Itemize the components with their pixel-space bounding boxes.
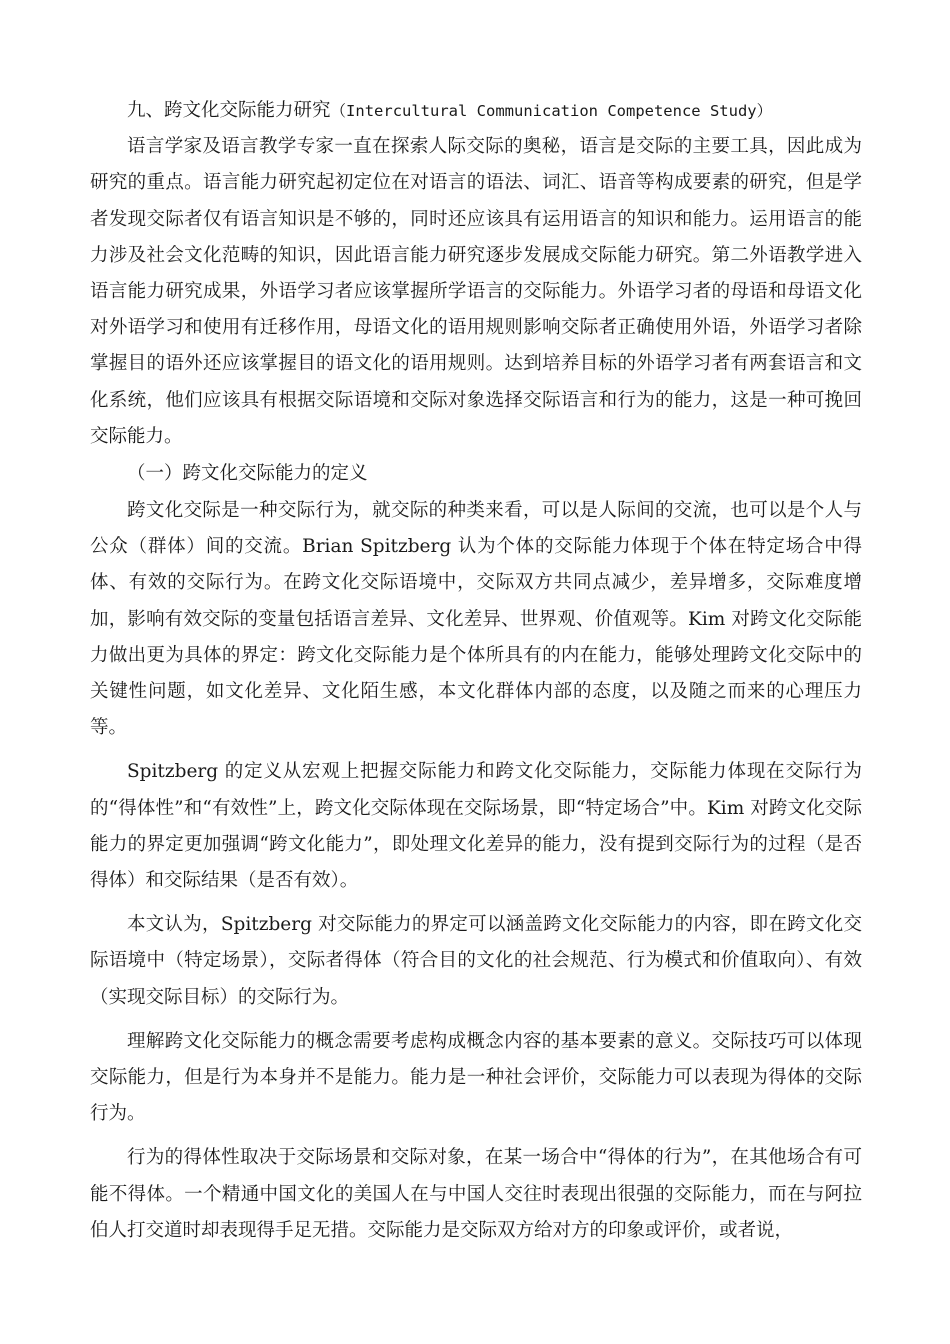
paragraph-2: 跨文化交际是一种交际行为，就交际的种类来看，可以是人际间的交流，也可以是个人与公众（群体）间的交流。Brian Spitzberg 认为个体的交际能力体现于个体在特定场合中得体、有效的交际行为。在跨文化交际语境中，交际双方共同点减少，差异增多，交际难度增加，影响有效交际的变量包括语言差异、文化差异、世界观、价值观等。Kim 对跨文化交际能力做出更为具体的界定：跨文化交际能力是个体所具有的内在能力，能够处理跨文化交际中的关键性问题，如文化差异、文化陌生感，本文化群体内部的态度，以及随之而来的心理压力等。 (90, 500, 862, 739)
paragraph-6: 行为的得体性取决于交际场景和交际对象，在某一场合中“得体的行为”，在其他场合有可能不得体。一个精通中国文化的美国人在与中国人交往时表现出很强的交际能力，而在与阿拉伯人打交道时却表现得手足无措。交际能力是交际双方给对方的印象或评价，或者说， (90, 1147, 862, 1241)
section-heading (90, 93, 862, 129)
section-title-cn: 跨文化交际能力研究 (164, 100, 331, 121)
subsection-heading: （一）跨文化交际能力的定义 (127, 463, 368, 485)
section-number: 九、 (127, 100, 165, 121)
document-page (90, 93, 862, 1249)
section-title-en: （Intercultural Communication Competence Study） (330, 102, 773, 120)
paragraph-5: 理解跨文化交际能力的概念需要考虑构成概念内容的基本要素的意义。交际技巧可以体现交际能力，但是行为本身并不是能力。能力是一种社会评价，交际能力可以表现为得体的交际行为。 (90, 1030, 862, 1125)
paragraph-1: 语言学家及语言教学专家一直在探索人际交际的奥秘，语言是交际的主要工具，因此成为研究的重点。语言能力研究起初定位在对语言的语法、词汇、语音等构成要素的研究，但是学者发现交际者仅有语言知识是不够的，同时还应该具有运用语言的知识和能力。运用语言的能力涉及社会文化范畴的知识，因此语言能力研究逐步发展成交际能力研究。第二外语教学进入语言能力研究成果，外语学习者应该掌握所学语言的交际能力。外语学习者的母语和母语文化对外语学习和使用有迁移作用，母语文化的语用规则影响交际者正确使用外语，外语学习者除掌握目的语外还应该掌握目的语文化的语用规则。达到培养目标的外语学习者有两套语言和文化系统，他们应该具有根据交际语境和交际对象选择交际语言和行为的能力，这是一种可挽回交际能力。 (90, 136, 862, 447)
paragraph-3: Spitzberg 的定义从宏观上把握交际能力和跨文化交际能力，交际能力体现在交际行为的“得体性”和“有效性”上，跨文化交际体现在交际场景，即“特定场合”中。Kim 对跨文化交际能力的界定更加强调“跨文化能力”，即处理文化差异的能力，没有提到交际行为的过程（是否得体）和交际结果（是否有效）。 (90, 761, 862, 892)
paragraph-4: 本文认为，Spitzberg 对交际能力的界定可以涵盖跨文化交际能力的内容，即在跨文化交际语境中（特定场景），交际者得体（符合目的文化的社会规范、行为模式和价值取向）、有效（实现交际目标）的交际行为。 (90, 914, 862, 1008)
